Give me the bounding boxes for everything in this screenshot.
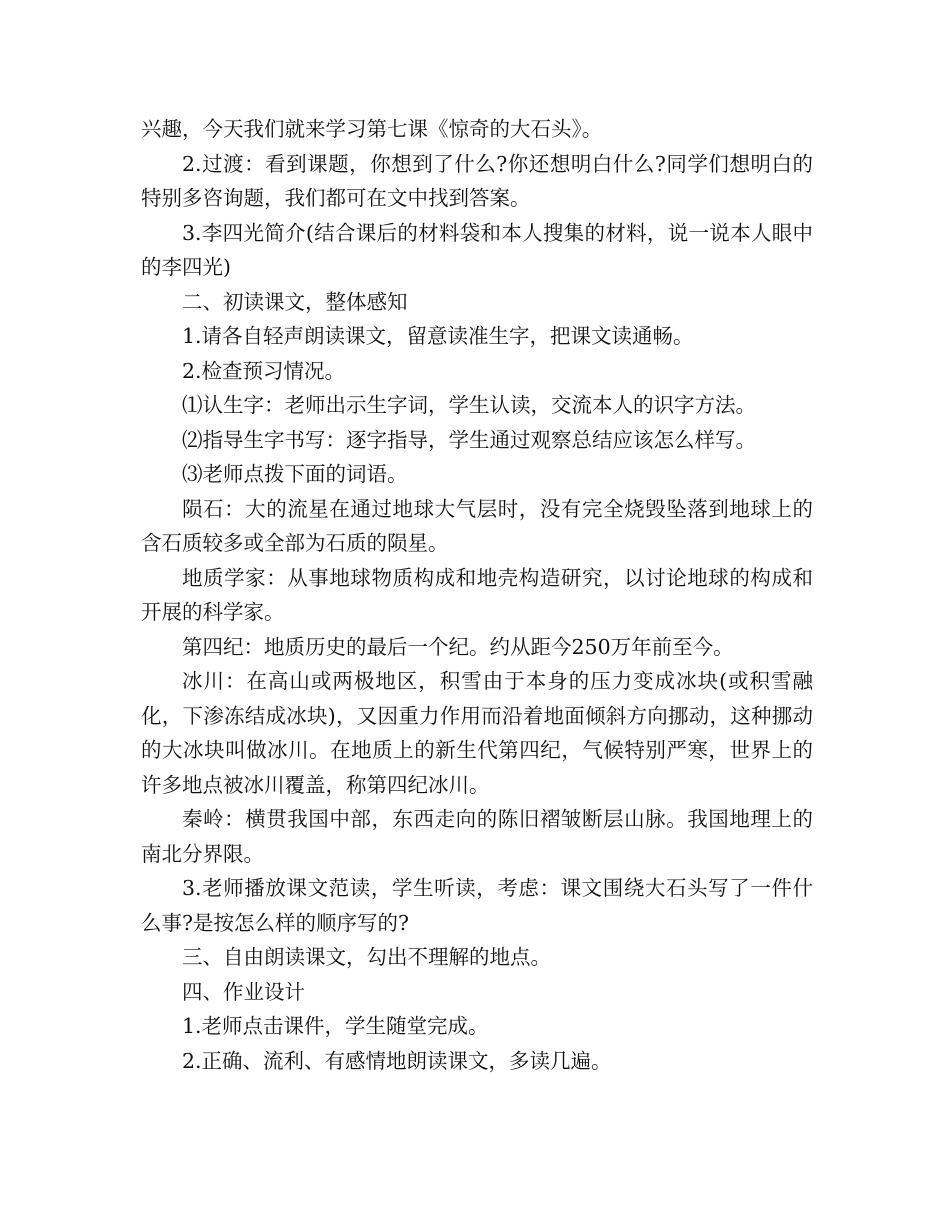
definition-geologist: 地质学家：从事地球物质构成和地壳构造研究，以讨论地球的构成和开展的科学家。 <box>141 565 813 624</box>
paragraph-continuation: 兴趣，今天我们就来学习第七课《惊奇的大石头》。 <box>141 117 603 141</box>
paragraph-read-aloud: 1.请各自轻声朗读课文，留意读准生字，把课文读通畅。 <box>182 324 694 348</box>
paragraph-recognize-characters: ⑴认生字：老师出示生字词，学生认读，交流本人的识字方法。 <box>182 393 756 417</box>
definition-qinling: 秦岭：横贯我国中部，东西走向的陈旧褶皱断层山脉。我国地理上的南北分界限。 <box>141 807 813 866</box>
homework-item-2: 2.正确、流利、有感情地朗读课文，多读几遍。 <box>182 1048 612 1073</box>
paragraph-writing-guidance: ⑵指导生字书写：逐字指导，学生通过观察总结应该怎么样写。 <box>182 427 756 452</box>
paragraph-transition: 2.过渡：看到课题，你想到了什么?你还想明白什么?同学们想明白的特别多咨询题，我们都可在文中找到答案。 <box>141 151 813 210</box>
homework-item-1: 1.老师点击课件，学生随堂完成。 <box>182 1014 489 1038</box>
definition-meteorite: 陨石：大的流星在通过地球大气层时，没有完全烧毁坠落到地球上的含石质较多或全部为石质的陨星。 <box>141 496 813 555</box>
section-heading-first-reading: 二、初读课文，整体感知 <box>182 289 408 314</box>
definition-quaternary: 第四纪：地质历史的最后一个纪。约从距今250万年前至今。 <box>182 634 734 659</box>
paragraph-model-reading: 3.老师播放课文范读，学生听读，考虑：课文围绕大石头写了一件什么事?是按怎么样的顺序写的? <box>141 876 813 935</box>
definition-glacier: 冰川：在高山或两极地区，积雪由于本身的压力变成冰块(或积雪融化，下渗冻结成冰块)，又因重力作用而沿着地面倾斜方向挪动，这种挪动的大冰块叫做冰川。在地质上的新生代第四纪，气候特别严寒，世界上的许多地点被冰川覆盖，称第四纪冰川。 <box>141 669 813 797</box>
paragraph-vocabulary-intro: ⑶老师点拨下面的词语。 <box>182 462 408 486</box>
document-body <box>141 112 813 1078</box>
section-heading-homework: 四、作业设计 <box>182 979 305 1004</box>
section-heading-free-reading: 三、自由朗读课文，勾出不理解的地点。 <box>182 945 551 969</box>
paragraph-intro-li-siguang: 3.李四光简介(结合课后的材料袋和本人搜集的材料，说一说本人眼中的李四光) <box>141 220 813 279</box>
paragraph-check-preview: 2.检查预习情况。 <box>182 358 346 383</box>
